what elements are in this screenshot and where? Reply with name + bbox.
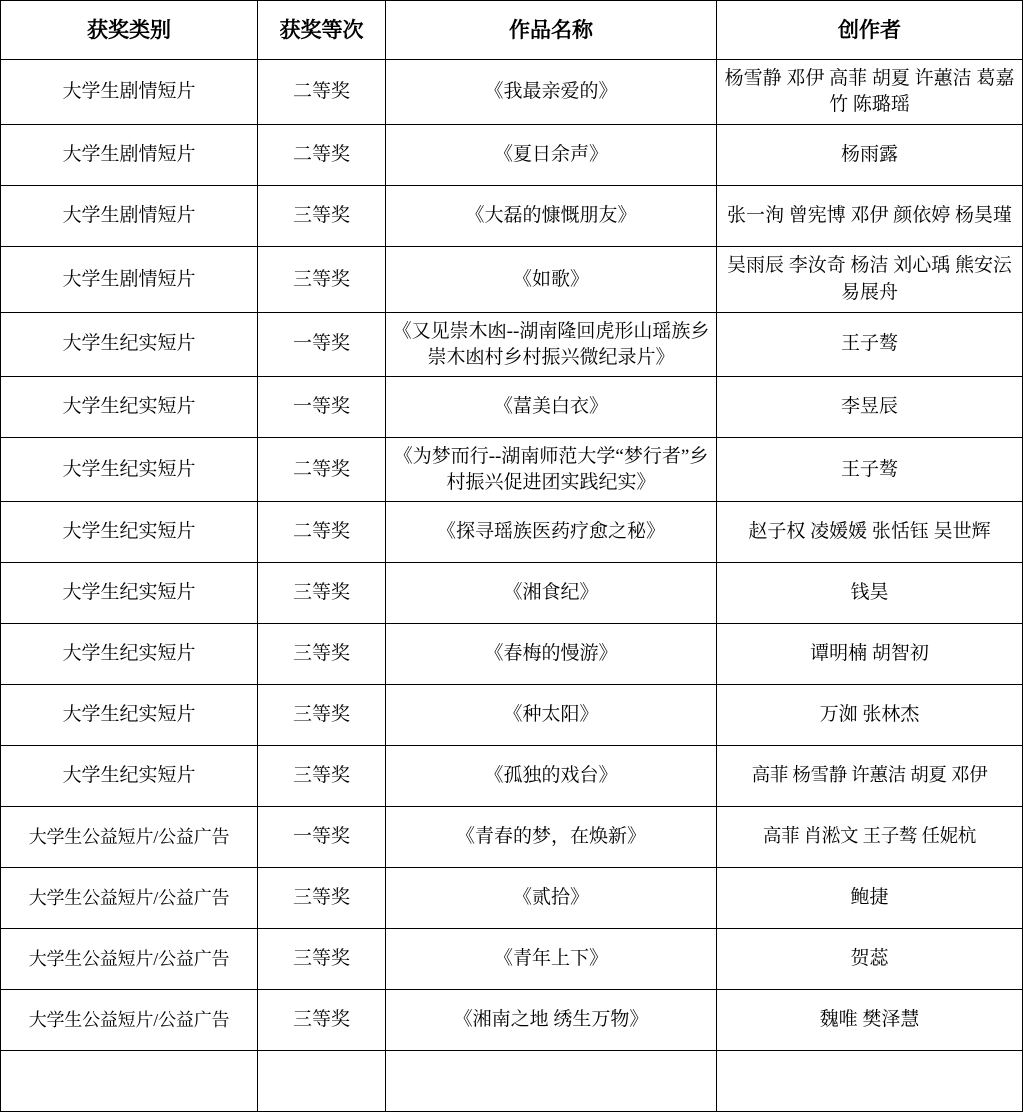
cell-category: 大学生剧情短片 xyxy=(1,60,258,125)
cell-title: 《大磊的慷慨朋友》 xyxy=(386,186,717,247)
cell-creator: 张一洵 曾宪博 邓伊 颜依婷 杨昊瑾 xyxy=(717,186,1023,247)
cell-rank: 三等奖 xyxy=(258,746,386,807)
cell-creator: 高菲 杨雪静 许蕙洁 胡夏 邓伊 xyxy=(717,746,1023,807)
cell-creator: 吴雨辰 李汝奇 杨洁 刘心瑀 熊安沄 易展舟 xyxy=(717,247,1023,312)
cell-rank: 三等奖 xyxy=(258,563,386,624)
cell-rank: 三等奖 xyxy=(258,929,386,990)
header-row xyxy=(1,1,1023,60)
cell-category: 大学生纪实短片 xyxy=(1,377,258,438)
cell-creator: 王子骜 xyxy=(717,438,1023,502)
table-row xyxy=(1,502,1023,563)
cell-title: 《为梦而行--湖南师范大学“梦行者”乡村振兴促进团实践纪实》 xyxy=(386,438,717,502)
table-row xyxy=(1,1051,1023,1112)
table-header xyxy=(1,1,1023,60)
cell-rank: 二等奖 xyxy=(258,438,386,502)
header-cell-creator: 创作者 xyxy=(717,1,1023,60)
cell-category: 大学生纪实短片 xyxy=(1,312,258,376)
cell-category: 大学生公益短片/公益广告 xyxy=(1,990,258,1051)
cell-creator: 王子骜 xyxy=(717,312,1023,376)
cell-rank: 三等奖 xyxy=(258,685,386,746)
cell-title: 《种太阳》 xyxy=(386,685,717,746)
cell-creator: 魏唯 樊泽慧 xyxy=(717,990,1023,1051)
cell-title: 《如歌》 xyxy=(386,247,717,312)
cell-rank: 三等奖 xyxy=(258,247,386,312)
cell-rank: 三等奖 xyxy=(258,868,386,929)
cell-rank: 二等奖 xyxy=(258,125,386,186)
cell-title: 《探寻瑶族医药疗愈之秘》 xyxy=(386,502,717,563)
cell-category: 大学生纪实短片 xyxy=(1,502,258,563)
cell-rank: 一等奖 xyxy=(258,312,386,376)
cell-category: 大学生剧情短片 xyxy=(1,186,258,247)
cell-creator: 杨雪静 邓伊 高菲 胡夏 许蕙洁 葛嘉竹 陈璐瑶 xyxy=(717,60,1023,125)
cell-title: 《葍美白衣》 xyxy=(386,377,717,438)
cell-creator: 贺蕊 xyxy=(717,929,1023,990)
cell-category: 大学生纪实短片 xyxy=(1,438,258,502)
cell-rank: 三等奖 xyxy=(258,624,386,685)
cell-category: 大学生纪实短片 xyxy=(1,624,258,685)
cell-category: 大学生剧情短片 xyxy=(1,125,258,186)
cell-rank: 二等奖 xyxy=(258,60,386,125)
table-row xyxy=(1,247,1023,312)
cell-category: 大学生公益短片/公益广告 xyxy=(1,929,258,990)
cell-rank: 一等奖 xyxy=(258,377,386,438)
table-row xyxy=(1,624,1023,685)
cell-creator: 李昱辰 xyxy=(717,377,1023,438)
cell-creator: 杨雨露 xyxy=(717,125,1023,186)
header-cell-rank: 获奖等次 xyxy=(258,1,386,60)
cell-creator: 高菲 肖淞文 王子骜 任妮杭 xyxy=(717,807,1023,868)
cell-creator xyxy=(717,1051,1023,1112)
cell-creator: 赵子权 凌媛媛 张恬钰 吴世辉 xyxy=(717,502,1023,563)
table-row xyxy=(1,990,1023,1051)
cell-title: 《湘南之地 绣生万物》 xyxy=(386,990,717,1051)
table-row xyxy=(1,868,1023,929)
cell-title: 《湘食纪》 xyxy=(386,563,717,624)
table-row xyxy=(1,685,1023,746)
header-cell-category: 获奖类别 xyxy=(1,1,258,60)
cell-creator: 钱昊 xyxy=(717,563,1023,624)
cell-creator: 谭明楠 胡智初 xyxy=(717,624,1023,685)
cell-title: 《青年上下》 xyxy=(386,929,717,990)
cell-rank: 三等奖 xyxy=(258,990,386,1051)
cell-title: 《夏日余声》 xyxy=(386,125,717,186)
cell-title: 《我最亲爱的》 xyxy=(386,60,717,125)
table-row xyxy=(1,60,1023,125)
header-cell-title: 作品名称 xyxy=(386,1,717,60)
table-body xyxy=(1,60,1023,1112)
cell-category: 大学生纪实短片 xyxy=(1,563,258,624)
cell-title: 《贰拾》 xyxy=(386,868,717,929)
cell-rank: 三等奖 xyxy=(258,186,386,247)
table-row xyxy=(1,746,1023,807)
cell-rank xyxy=(258,1051,386,1112)
table-row xyxy=(1,186,1023,247)
table-row xyxy=(1,312,1023,376)
cell-category: 大学生剧情短片 xyxy=(1,247,258,312)
cell-category xyxy=(1,1051,258,1112)
cell-creator: 鲍捷 xyxy=(717,868,1023,929)
cell-rank: 一等奖 xyxy=(258,807,386,868)
cell-title: 《孤独的戏台》 xyxy=(386,746,717,807)
table-row xyxy=(1,929,1023,990)
table-row xyxy=(1,807,1023,868)
cell-title: 《青春的梦，在焕新》 xyxy=(386,807,717,868)
cell-title: 《春梅的慢游》 xyxy=(386,624,717,685)
cell-creator: 万洳 张林杰 xyxy=(717,685,1023,746)
table-row xyxy=(1,377,1023,438)
cell-title: 《又见崇木凼--湖南隆回虎形山瑶族乡崇木凼村乡村振兴微纪录片》 xyxy=(386,312,717,376)
table-row xyxy=(1,125,1023,186)
cell-category: 大学生纪实短片 xyxy=(1,685,258,746)
cell-category: 大学生公益短片/公益广告 xyxy=(1,868,258,929)
cell-rank: 二等奖 xyxy=(258,502,386,563)
cell-title xyxy=(386,1051,717,1112)
cell-category: 大学生公益短片/公益广告 xyxy=(1,807,258,868)
table-row xyxy=(1,438,1023,502)
cell-category: 大学生纪实短片 xyxy=(1,746,258,807)
table-row xyxy=(1,563,1023,624)
